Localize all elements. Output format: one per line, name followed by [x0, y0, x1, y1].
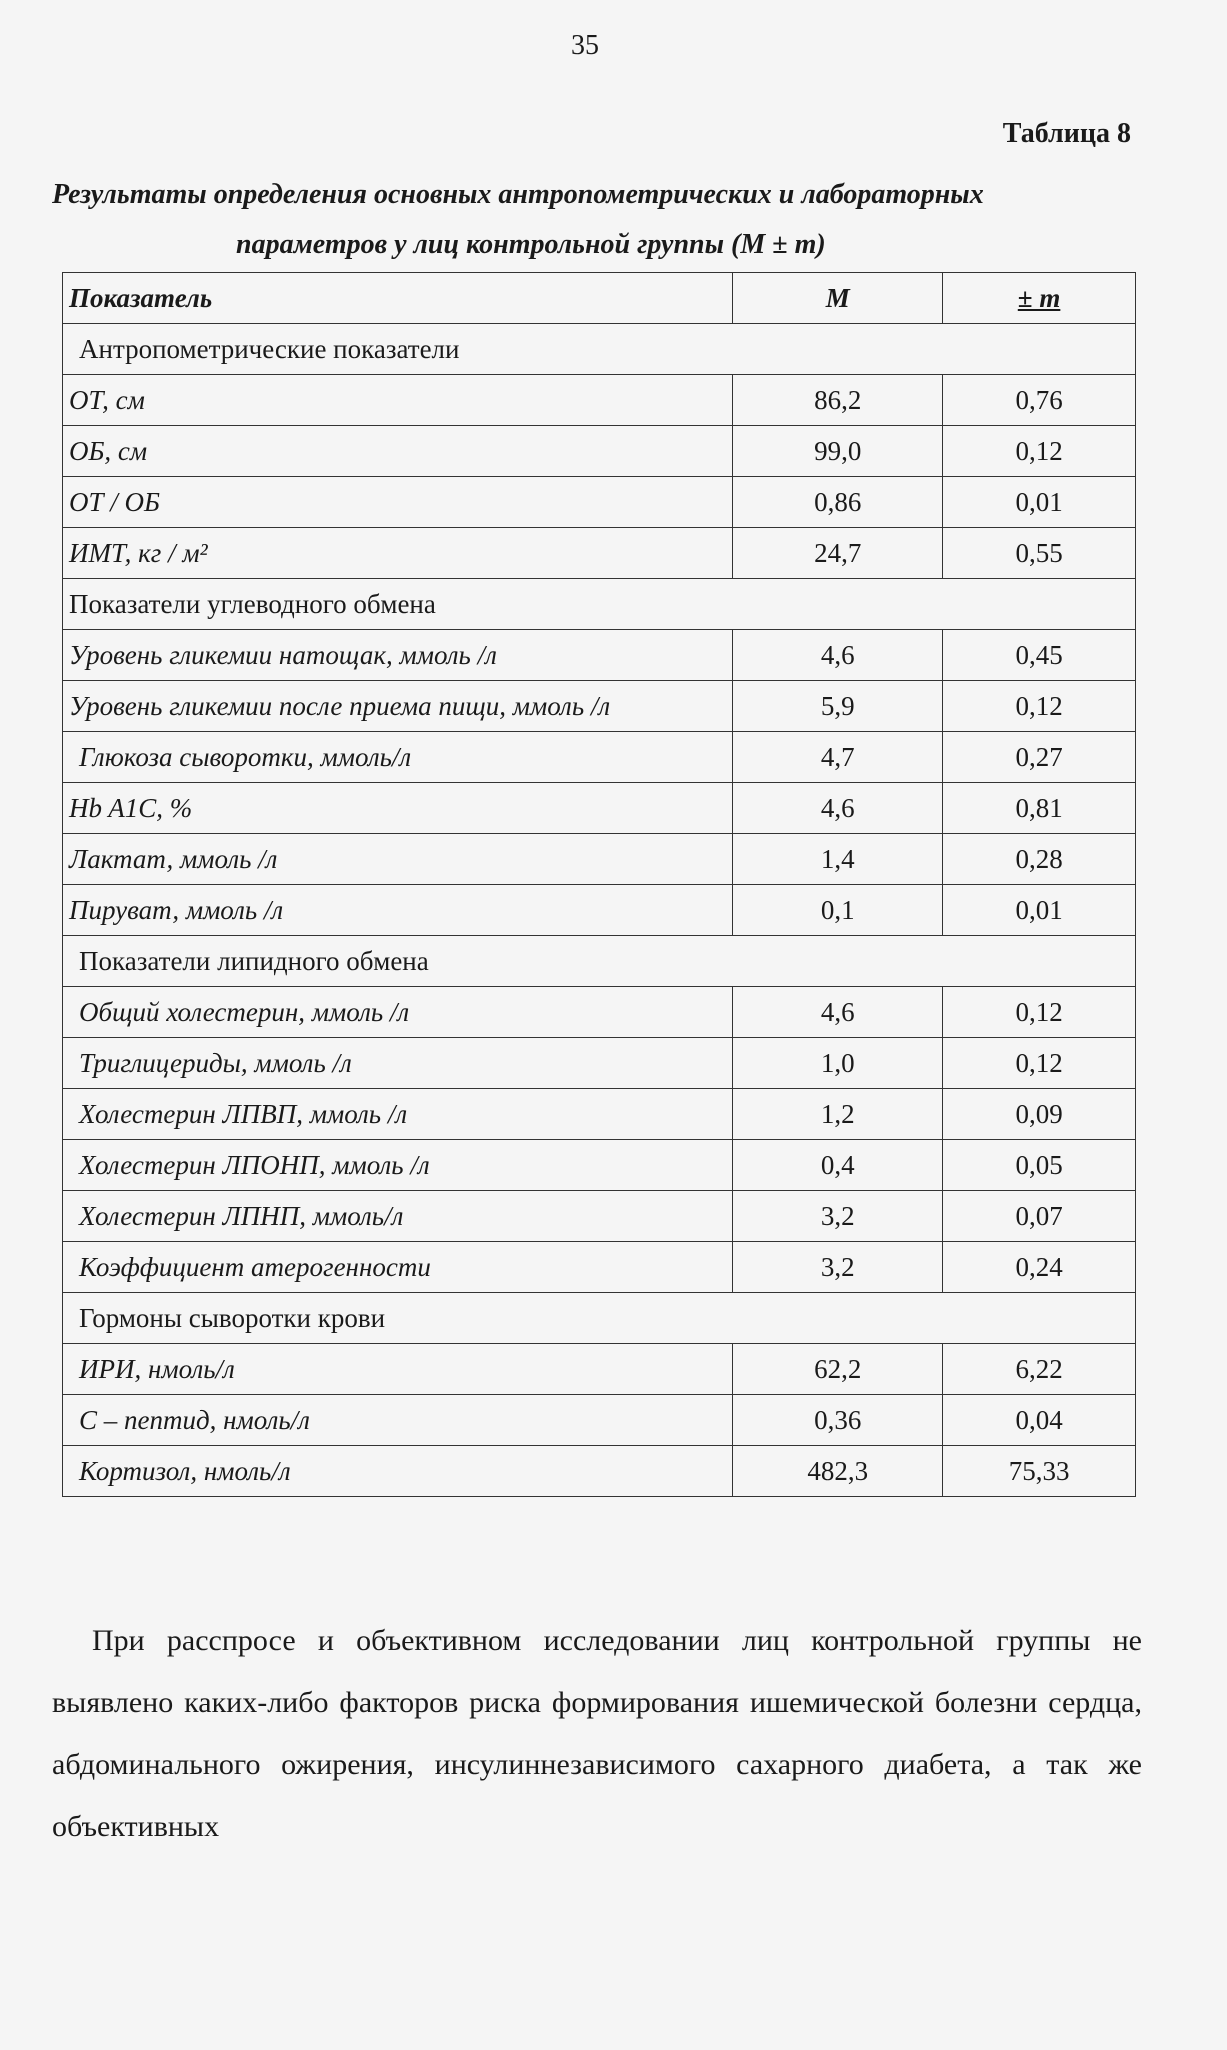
row-pm-value: 0,12 — [943, 987, 1136, 1038]
row-pm-value: 0,12 — [943, 681, 1136, 732]
row-pm-value: 0,76 — [943, 375, 1136, 426]
row-pm-value: 0,09 — [943, 1089, 1136, 1140]
row-param-name: Уровень гликемии натощак, ммоль /л — [63, 630, 733, 681]
row-param-name: Холестерин ЛПНП, ммоль/л — [63, 1191, 733, 1242]
row-m-value: 0,36 — [733, 1395, 943, 1446]
body-text: При расспросе и объективном исследовании лиц контрольной группы не выявлено каких-либо факторов риска формирования ишемической болезни сердца, абдоминального ожирения, инсулиннезависимого сахарного диабета, а так же объективных — [52, 1624, 1142, 1843]
body-paragraph — [52, 1610, 1142, 1858]
row-m-value: 3,2 — [733, 1242, 943, 1293]
row-param-name: Лактат, ммоль /л — [63, 834, 733, 885]
row-m-value: 4,6 — [733, 630, 943, 681]
row-pm-value: 0,24 — [943, 1242, 1136, 1293]
row-param-name: Коэффициент атерогенности — [63, 1242, 733, 1293]
table-row — [63, 1140, 1136, 1191]
row-pm-value: 0,81 — [943, 783, 1136, 834]
row-param-name: Холестерин ЛПОНП, ммоль /л — [63, 1140, 733, 1191]
row-pm-value: 0,05 — [943, 1140, 1136, 1191]
row-m-value: 4,6 — [733, 987, 943, 1038]
results-table — [62, 272, 1136, 1497]
row-param-name: ОТ, см — [63, 375, 733, 426]
table-row — [63, 1089, 1136, 1140]
table-row — [63, 681, 1136, 732]
row-pm-value: 0,28 — [943, 834, 1136, 885]
row-m-value: 1,4 — [733, 834, 943, 885]
row-param-name: Глюкоза сыворотки, ммоль/л — [63, 732, 733, 783]
row-m-value: 1,0 — [733, 1038, 943, 1089]
row-pm-value: 75,33 — [943, 1446, 1136, 1497]
table-header-row — [63, 273, 1136, 324]
row-m-value: 0,86 — [733, 477, 943, 528]
row-m-value: 0,4 — [733, 1140, 943, 1191]
table-row — [63, 477, 1136, 528]
row-m-value: 1,2 — [733, 1089, 943, 1140]
section-title: Показатели углеводного обмена — [63, 579, 1136, 630]
table-row — [63, 1191, 1136, 1242]
row-pm-value: 0,01 — [943, 477, 1136, 528]
page-number: 35 — [571, 30, 599, 61]
row-param-name: Триглицериды, ммоль /л — [63, 1038, 733, 1089]
row-param-name: ОБ, см — [63, 426, 733, 477]
row-param-name: Общий холестерин, ммоль /л — [63, 987, 733, 1038]
row-param-name: ИРИ, нмоль/л — [63, 1344, 733, 1395]
table-row — [63, 1242, 1136, 1293]
table-row — [63, 732, 1136, 783]
table-row — [63, 630, 1136, 681]
row-m-value: 5,9 — [733, 681, 943, 732]
row-m-value: 0,1 — [733, 885, 943, 936]
table-row — [63, 1344, 1136, 1395]
row-m-value: 482,3 — [733, 1446, 943, 1497]
row-m-value: 3,2 — [733, 1191, 943, 1242]
section-title: Показатели липидного обмена — [63, 936, 1136, 987]
section-row — [63, 936, 1136, 987]
table-row — [63, 834, 1136, 885]
row-pm-value: 0,12 — [943, 1038, 1136, 1089]
table-row — [63, 375, 1136, 426]
row-pm-value: 0,12 — [943, 426, 1136, 477]
table-caption — [52, 170, 1192, 270]
table-row — [63, 528, 1136, 579]
row-m-value: 4,7 — [733, 732, 943, 783]
row-pm-value: 0,04 — [943, 1395, 1136, 1446]
row-pm-value: 0,01 — [943, 885, 1136, 936]
row-pm-value: 0,07 — [943, 1191, 1136, 1242]
row-param-name: Пируват, ммоль /л — [63, 885, 733, 936]
table-row — [63, 885, 1136, 936]
row-pm-value: 0,55 — [943, 528, 1136, 579]
row-param-name: С – пептид, нмоль/л — [63, 1395, 733, 1446]
header-param: Показатель — [63, 273, 733, 324]
row-param-name: ИМТ, кг / м² — [63, 528, 733, 579]
row-m-value: 62,2 — [733, 1344, 943, 1395]
row-m-value: 24,7 — [733, 528, 943, 579]
caption-line-1: Результаты определения основных антропометрических и лабораторных — [52, 179, 984, 210]
table-row — [63, 426, 1136, 477]
table-row — [63, 1446, 1136, 1497]
section-row — [63, 324, 1136, 375]
row-m-value: 86,2 — [733, 375, 943, 426]
row-param-name: Hb A1C, % — [63, 783, 733, 834]
row-pm-value: 0,45 — [943, 630, 1136, 681]
caption-line-2: параметров у лиц контрольной группы (М ± m) — [236, 229, 826, 260]
header-pm-text: ± m — [1017, 282, 1061, 313]
header-pm — [943, 273, 1136, 324]
row-param-name: ОТ / ОБ — [63, 477, 733, 528]
row-param-name: Кортизол, нмоль/л — [63, 1446, 733, 1497]
table-label: Таблица 8 — [1002, 118, 1131, 149]
section-title: Антропометрические показатели — [63, 324, 1136, 375]
section-row — [63, 579, 1136, 630]
row-m-value: 99,0 — [733, 426, 943, 477]
table-row — [63, 1038, 1136, 1089]
row-param-name: Уровень гликемии после приема пищи, ммоль /л — [63, 681, 733, 732]
table-row — [63, 1395, 1136, 1446]
section-row — [63, 1293, 1136, 1344]
section-title: Гормоны сыворотки крови — [63, 1293, 1136, 1344]
row-param-name: Холестерин ЛПВП, ммоль /л — [63, 1089, 733, 1140]
row-m-value: 4,6 — [733, 783, 943, 834]
row-pm-value: 0,27 — [943, 732, 1136, 783]
header-m: М — [733, 273, 943, 324]
row-pm-value: 6,22 — [943, 1344, 1136, 1395]
table-row — [63, 987, 1136, 1038]
table-row — [63, 783, 1136, 834]
